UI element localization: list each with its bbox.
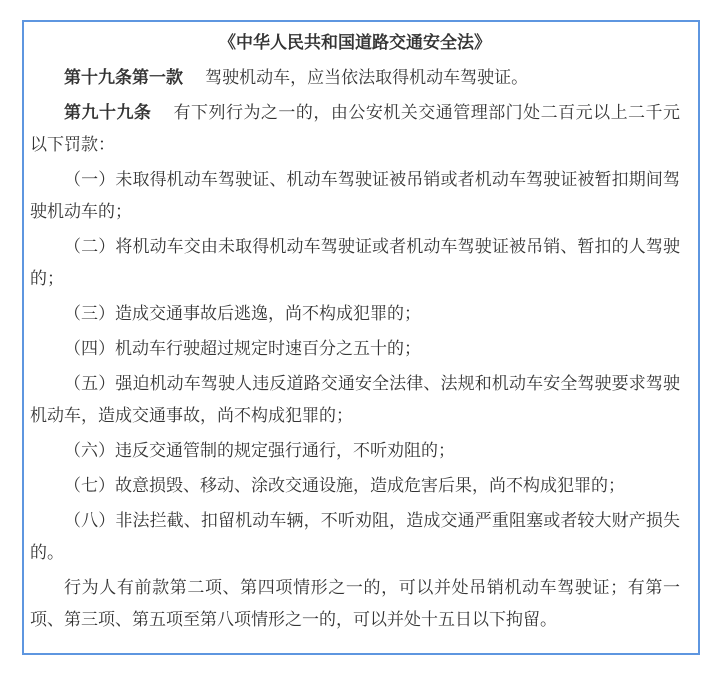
law-paragraph: [30, 572, 680, 636]
law-paragraph: [30, 505, 680, 569]
law-paragraph: [30, 333, 680, 365]
law-document: [22, 20, 700, 655]
law-paragraph: [30, 435, 680, 467]
paragraph-text: 行为人有前款第二项、第四项情形之一的，可以并处吊销机动车驾驶证；有第一项、第三项、第五项至第八项情形之一的，可以并处十五日以下拘留。: [30, 578, 680, 629]
document-body: [30, 62, 680, 636]
law-paragraph: [30, 368, 680, 432]
paragraph-text: （一）未取得机动车驾驶证、机动车驾驶证被吊销或者机动车驾驶证被暂扣期间驾驶机动车的；: [30, 170, 680, 221]
law-paragraph: [30, 164, 680, 228]
paragraph-text: （五）强迫机动车驾驶人违反道路交通安全法律、法规和机动车安全驾驶要求驾驶机动车，造成交通事故，尚不构成犯罪的；: [30, 374, 680, 425]
law-paragraph: [30, 470, 680, 502]
paragraph-text: （三）造成交通事故后逃逸，尚不构成犯罪的；: [64, 304, 421, 323]
paragraph-text: （四）机动车行驶超过规定时速百分之五十的；: [64, 339, 421, 358]
paragraph-text: （八）非法拦截、扣留机动车辆，不听劝阻，造成交通严重阻塞或者较大财产损失的。: [30, 511, 680, 562]
law-paragraph: [30, 231, 680, 295]
law-paragraph: [30, 298, 680, 330]
paragraph-text: （七）故意损毁、移动、涂改交通设施，造成危害后果，尚不构成犯罪的；: [64, 476, 625, 495]
article-number-label: 第九十九条: [64, 103, 152, 122]
paragraph-text: （二）将机动车交由未取得机动车驾驶证或者机动车驾驶证被吊销、暂扣的人驾驶的；: [30, 237, 680, 288]
article-number-label: 第十九条第一款: [64, 68, 183, 87]
paragraph-text: （六）违反交通管制的规定强行通行，不听劝阻的；: [64, 441, 455, 460]
paragraph-text: 驾驶机动车，应当依法取得机动车驾驶证。: [205, 68, 529, 87]
law-paragraph: [30, 62, 680, 94]
document-title: 《中华人民共和国道路交通安全法》: [219, 33, 491, 52]
law-paragraph: [30, 97, 680, 161]
paragraph-text: 有下列行为之一的，由公安机关交通管理部门处二百元以上二千元以下罚款：: [30, 103, 681, 154]
